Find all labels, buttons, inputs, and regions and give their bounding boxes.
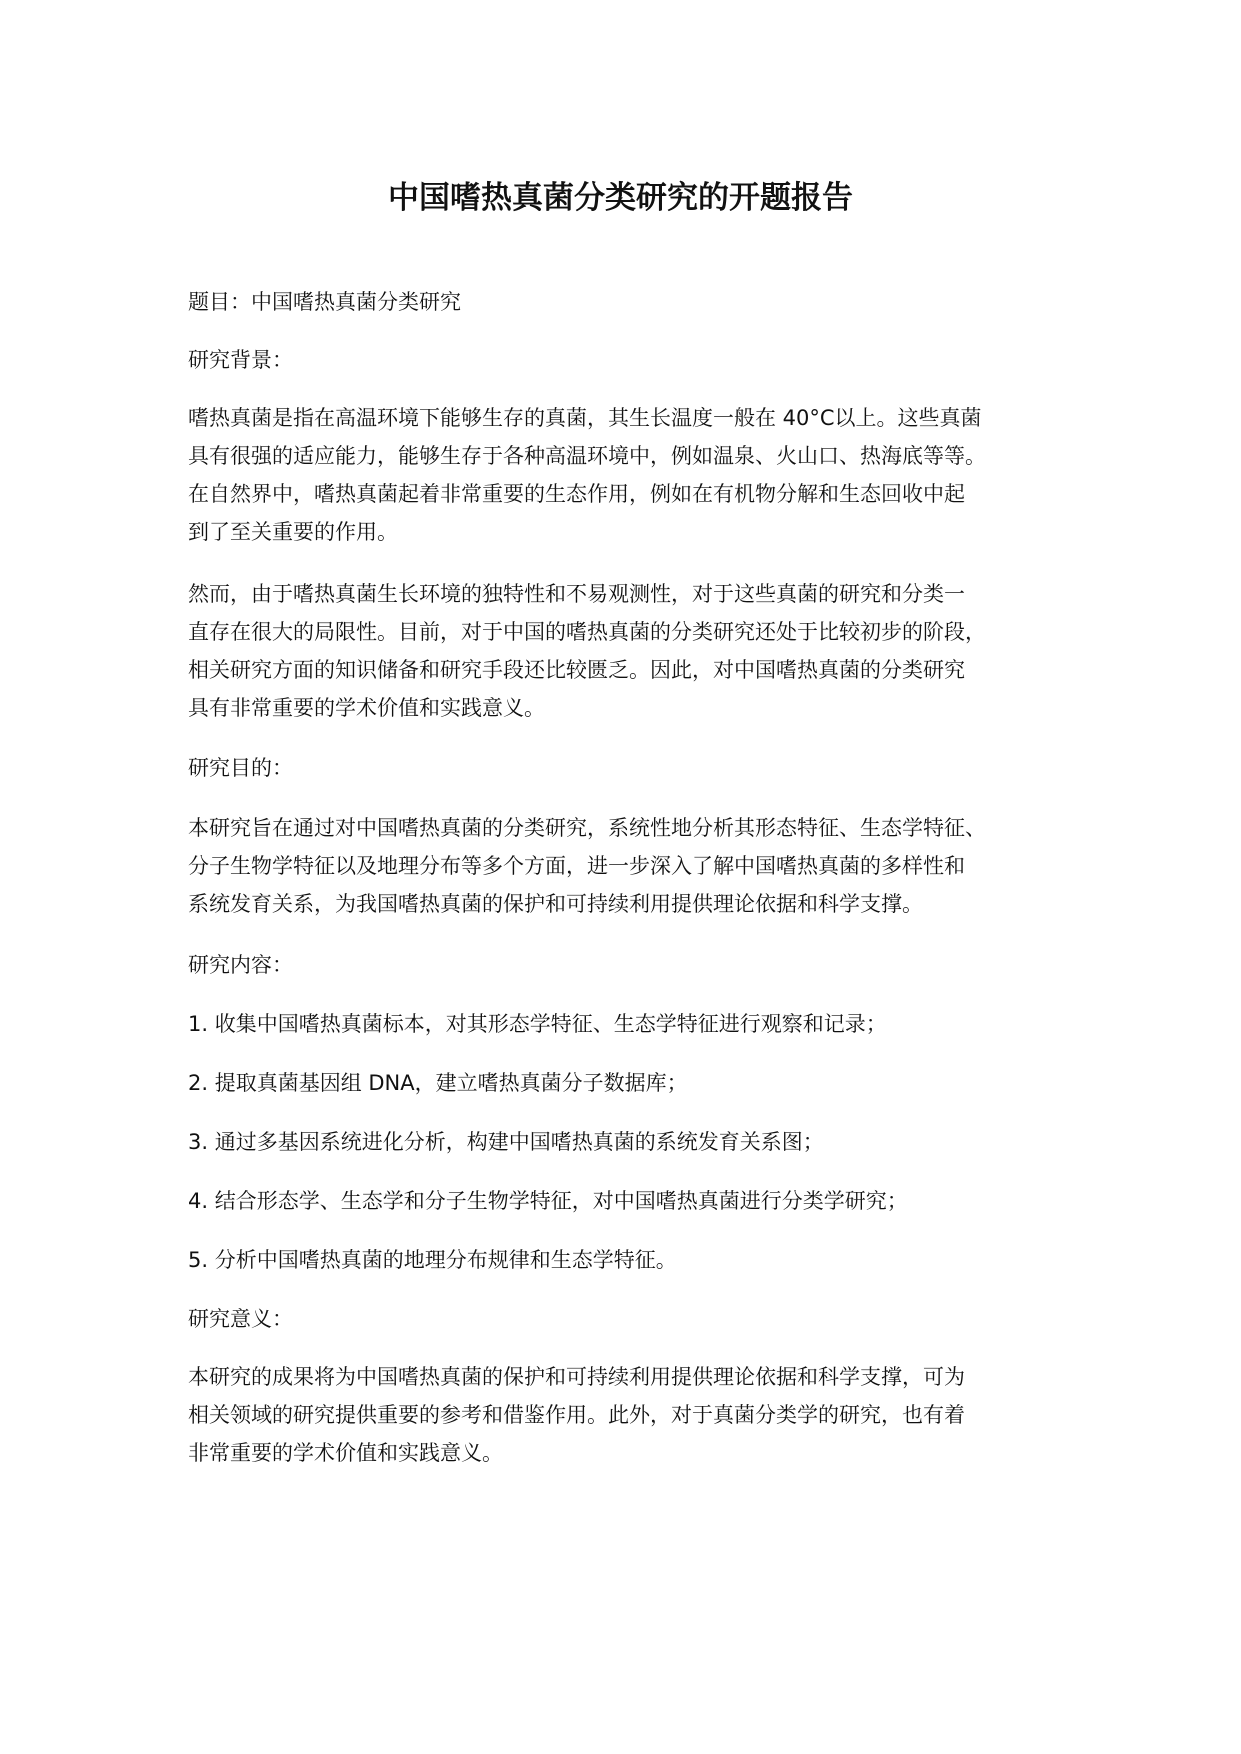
topic-line: 题目：中国嗜热真菌分类研究 (188, 290, 461, 314)
background-heading: 研究背景： (188, 348, 293, 372)
background-paragraph-1-line: 在自然界中，嗜热真菌起着非常重要的生态作用，例如在有机物分解和生态回收中起 (188, 482, 965, 506)
purpose-paragraph-line: 本研究旨在通过对中国嗜热真菌的分类研究，系统性地分析其形态特征、生态学特征、 (188, 816, 986, 840)
content-list-item: 4. 结合形态学、生态学和分子生物学特征，对中国嗜热真菌进行分类学研究； (188, 1189, 908, 1213)
significance-heading: 研究意义： (188, 1307, 293, 1331)
content-heading: 研究内容： (188, 953, 293, 977)
background-paragraph-2-line: 具有非常重要的学术价值和实践意义。 (188, 696, 545, 720)
significance-paragraph-line: 非常重要的学术价值和实践意义。 (188, 1441, 503, 1465)
background-paragraph-2-line: 直存在很大的局限性。目前，对于中国的嗜热真菌的分类研究还处于比较初步的阶段， (188, 620, 986, 644)
background-paragraph-1-line: 具有很强的适应能力，能够生存于各种高温环境中，例如温泉、火山口、热海底等等。 (188, 444, 986, 468)
purpose-paragraph-line: 系统发育关系，为我国嗜热真菌的保护和可持续利用提供理论依据和科学支撑。 (188, 892, 923, 916)
significance-paragraph-line: 本研究的成果将为中国嗜热真菌的保护和可持续利用提供理论依据和科学支撑，可为 (188, 1365, 965, 1389)
background-paragraph-2-line: 然而，由于嗜热真菌生长环境的独特性和不易观测性，对于这些真菌的研究和分类一 (188, 582, 965, 606)
purpose-heading: 研究目的： (188, 756, 293, 780)
background-paragraph-1-line: 到了至关重要的作用。 (188, 520, 398, 544)
background-paragraph-2-line: 相关研究方面的知识储备和研究手段还比较匮乏。因此，对中国嗜热真菌的分类研究 (188, 658, 965, 682)
background-paragraph-1-line: 嗜热真菌是指在高温环境下能够生存的真菌，其生长温度一般在 40°C以上。这些真菌 (188, 406, 982, 430)
significance-paragraph-line: 相关领域的研究提供重要的参考和借鉴作用。此外，对于真菌分类学的研究，也有着 (188, 1403, 965, 1427)
content-list-item: 3. 通过多基因系统进化分析，构建中国嗜热真菌的系统发育关系图； (188, 1130, 824, 1154)
document-title: 中国嗜热真菌分类研究的开题报告 (388, 180, 853, 216)
content-list-item: 1. 收集中国嗜热真菌标本，对其形态学特征、生态学特征进行观察和记录； (188, 1012, 887, 1036)
content-list-item: 2. 提取真菌基因组 DNA，建立嗜热真菌分子数据库； (188, 1071, 688, 1095)
purpose-paragraph-line: 分子生物学特征以及地理分布等多个方面，进一步深入了解中国嗜热真菌的多样性和 (188, 854, 965, 878)
content-list-item: 5. 分析中国嗜热真菌的地理分布规律和生态学特征。 (188, 1248, 677, 1272)
